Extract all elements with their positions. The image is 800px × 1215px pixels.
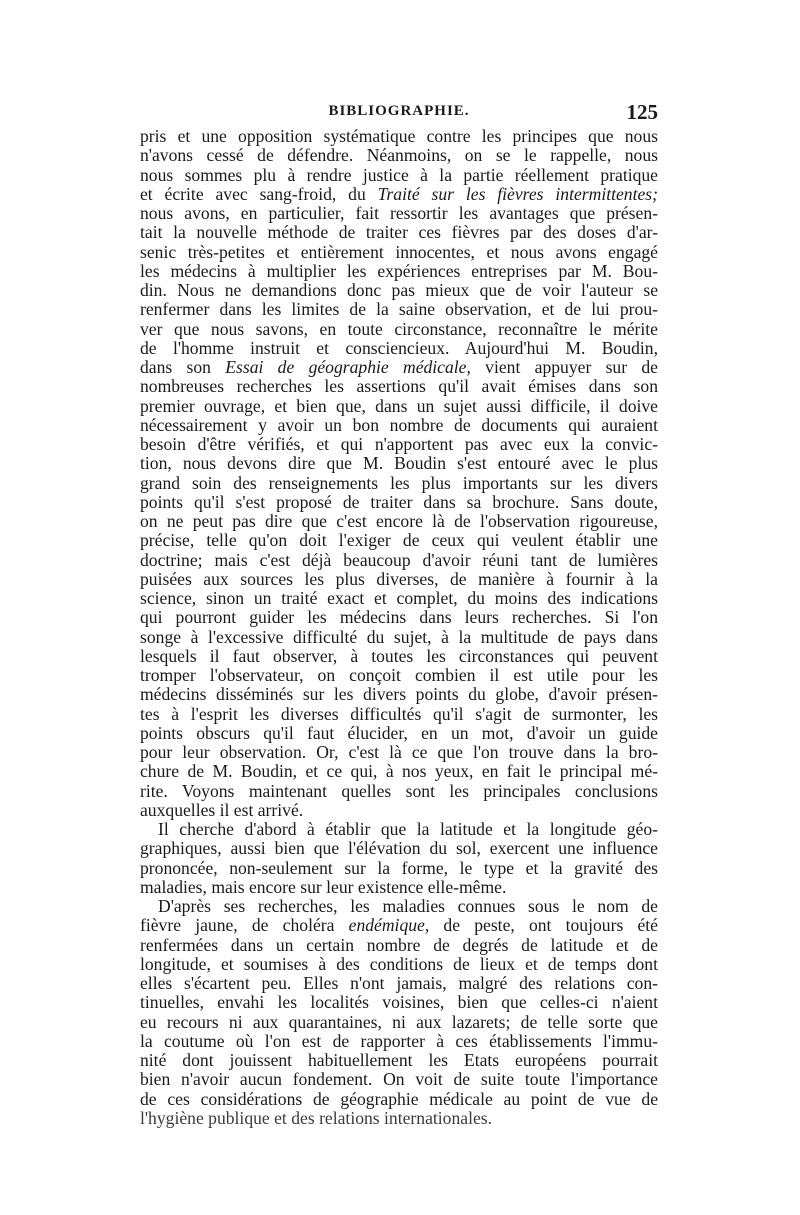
book-page	[140, 100, 658, 1128]
text-line	[140, 1051, 658, 1070]
text-segment: science, sinon un traité exact et complet, du moins des indications	[140, 589, 658, 608]
text-segment: la coutume où l'on est de rapporter à ces établissements l'immu-	[140, 1031, 658, 1051]
text-segment: nécessairement y avoir un bon nombre de documents qui auraient	[140, 415, 658, 435]
text-segment: et écrite avec sang-froid, du	[140, 184, 378, 204]
text-segment: qui pourront guider les médecins dans leurs recherches. Si l'on	[140, 608, 658, 628]
text-segment: eu recours ni aux quarantaines, ni aux lazarets; de telle sorte que	[140, 1012, 658, 1032]
text-line	[140, 320, 658, 339]
text-segment: puisées aux sources les plus diverses, de manière à fournir à la	[140, 569, 658, 589]
text-segment: renfermées dans un certain nombre de degrés de latitude et de	[140, 935, 658, 955]
text-segment: nombreuses recherches les assertions qu'il avait émises dans son	[140, 377, 658, 397]
text-line	[140, 589, 658, 608]
text-segment: points qu'il s'est proposé de traiter dans sa brochure. Sans doute,	[140, 492, 658, 512]
text-line	[140, 531, 658, 550]
text-line	[140, 358, 658, 377]
text-segment: nous avons, en particulier, fait ressortir les avantages que présen-	[140, 204, 658, 223]
text-segment: songe à l'excessive difficulté du sujet, à la multitude de pays dans	[140, 627, 658, 647]
text-segment: nous sommes plu à rendre justice à la partie réellement pratique	[140, 165, 658, 185]
text-line	[140, 512, 658, 531]
text-segment: auxquelles il est arrivé.	[140, 800, 304, 820]
text-line	[140, 839, 658, 858]
text-segment: points obscurs qu'il faut élucider, en un mot, d'avoir un guide	[140, 723, 658, 743]
text-line	[140, 570, 658, 589]
body-text	[140, 127, 658, 1128]
text-segment: bien n'avoir aucun fondement. On voit de suite toute l'importance	[140, 1070, 658, 1090]
text-line	[140, 936, 658, 955]
text-segment: renfermer dans les limites de la saine observation, et de lui prou-	[140, 300, 658, 320]
text-line	[140, 705, 658, 724]
text-line	[140, 185, 658, 204]
text-line	[140, 416, 658, 435]
text-line	[140, 955, 658, 974]
text-line	[140, 474, 658, 493]
text-segment: les médecins à multiplier les expériences entreprises par M. Bou-	[140, 261, 658, 281]
running-title: BIBLIOGRAPHIE.	[328, 103, 470, 119]
text-line	[140, 454, 658, 473]
text-line	[140, 281, 658, 300]
text-line	[140, 166, 658, 185]
text-segment: lesquels il faut observer, à toutes les circonstances qui peuvent	[140, 646, 658, 666]
text-segment: vient appuyer sur de	[470, 358, 658, 377]
text-segment: pour leur observation. Or, c'est là ce que l'on trouve dans la bro-	[140, 743, 658, 762]
text-segment: din. Nous ne demandions donc pas mieux que de voir l'auteur se	[140, 281, 658, 300]
text-segment: graphiques, aussi bien que l'élévation du sol, exercent une influence	[140, 839, 658, 859]
text-line	[140, 628, 658, 647]
text-segment: grand soin des renseignements les plus importants sur les divers	[140, 473, 658, 493]
text-segment: dans son	[140, 358, 226, 377]
text-segment: rite. Voyons maintenant quelles sont les principales conclusions	[140, 781, 658, 801]
text-line	[140, 782, 658, 801]
italic-title: Essai de géographie médicale,	[225, 358, 471, 377]
text-line	[140, 897, 658, 916]
text-line	[140, 647, 658, 666]
text-segment: maladies, mais encore sur leur existence elle-même.	[140, 877, 507, 897]
text-line	[140, 685, 658, 704]
text-segment: ver que nous savons, en toute circonstance, reconnaître le mérite	[140, 319, 658, 339]
text-line	[140, 339, 658, 358]
text-segment: elles s'écartent peu. Elles n'ont jamais, malgré des relations con-	[140, 974, 658, 993]
text-segment: fièvre jaune, de choléra	[140, 916, 349, 936]
text-line	[140, 243, 658, 262]
text-segment: l'hygiène publique et des relations internationales.	[140, 1108, 493, 1128]
text-segment: tinuelles, envahi les localités voisines, bien que celles-ci n'aient	[140, 993, 658, 1013]
text-line	[140, 820, 658, 839]
text-segment: de peste, ont toujours été	[429, 916, 658, 936]
text-segment: doctrine; mais c'est déjà beaucoup d'avoir réuni tant de lumières	[140, 550, 658, 570]
text-segment: n'avons cessé de défendre. Néanmoins, on se le rappelle, nous	[140, 146, 658, 166]
text-segment: premier ouvrage, et bien que, dans un sujet aussi difficile, il doive	[140, 396, 658, 416]
text-line	[140, 666, 658, 685]
text-segment: tion, nous devons dire que M. Boudin s'est entouré avec le plus	[140, 454, 658, 474]
text-line	[140, 859, 658, 878]
page-header	[140, 100, 658, 127]
text-segment: pris et une opposition systématique contre les principes que nous	[140, 127, 658, 146]
text-line	[140, 801, 658, 820]
text-line	[140, 724, 658, 743]
text-segment: chure de M. Boudin, et ce qui, à nos yeux, en fait le principal mé-	[140, 762, 658, 782]
text-segment: besoin d'être vérifiés, et qui n'apportent pas avec eux la convic-	[140, 435, 658, 454]
text-segment: prononcée, non-seulement sur la forme, le type et la gravité des	[140, 858, 658, 878]
text-line	[140, 377, 658, 396]
text-line	[140, 204, 658, 223]
text-segment: tes à l'esprit les diverses difficultés qu'il s'agit de surmonter, les	[140, 704, 658, 724]
text-line	[140, 993, 658, 1012]
text-segment: senic très-petites et entièrement innocentes, et nous avons engagé	[140, 242, 658, 262]
text-line	[140, 146, 658, 165]
text-line	[140, 1070, 658, 1089]
text-segment: tait la nouvelle méthode de traiter ces fièvres par des doses d'ar-	[140, 223, 658, 243]
text-line	[140, 397, 658, 416]
text-line	[140, 435, 658, 454]
text-segment: nité dont jouissent habituellement les Etats européens pourrait	[140, 1051, 658, 1070]
text-segment: D'après ses recherches, les maladies connues sous le nom de	[158, 897, 658, 916]
text-line	[140, 223, 658, 242]
text-line	[140, 1032, 658, 1051]
text-segment: longitude, et soumises à des conditions de lieux et de temps dont	[140, 954, 658, 974]
page-number: 125	[626, 100, 658, 124]
text-line	[140, 300, 658, 319]
text-line	[140, 743, 658, 762]
text-line	[140, 262, 658, 281]
italic-title: endémique,	[348, 916, 430, 936]
text-line	[140, 551, 658, 570]
text-line	[140, 762, 658, 781]
text-segment: de l'homme instruit et consciencieux. Aujourd'hui M. Boudin,	[140, 338, 658, 358]
text-line	[140, 127, 658, 146]
text-line	[140, 608, 658, 627]
text-line	[140, 878, 658, 897]
text-segment: tromper l'observateur, on conçoit combien il est utile pour les	[140, 666, 658, 685]
text-line	[140, 916, 658, 935]
text-line	[140, 493, 658, 512]
text-segment: médecins disséminés sur les divers points du globe, d'avoir présen-	[140, 685, 658, 705]
text-line	[140, 1090, 658, 1109]
text-line	[140, 1013, 658, 1032]
text-segment: précise, telle qu'on doit l'exiger de ceux qui veulent établir une	[140, 531, 658, 551]
text-line	[140, 1109, 658, 1128]
italic-title: Traité sur les fièvres intermittentes;	[377, 184, 658, 204]
text-line	[140, 974, 658, 993]
text-segment: Il cherche d'abord à établir que la latitude et la longitude géo-	[158, 820, 658, 839]
text-segment: on ne peut pas dire que c'est encore là de l'observation rigoureuse,	[140, 512, 658, 531]
text-segment: de ces considérations de géographie médicale au point de vue de	[140, 1089, 658, 1109]
